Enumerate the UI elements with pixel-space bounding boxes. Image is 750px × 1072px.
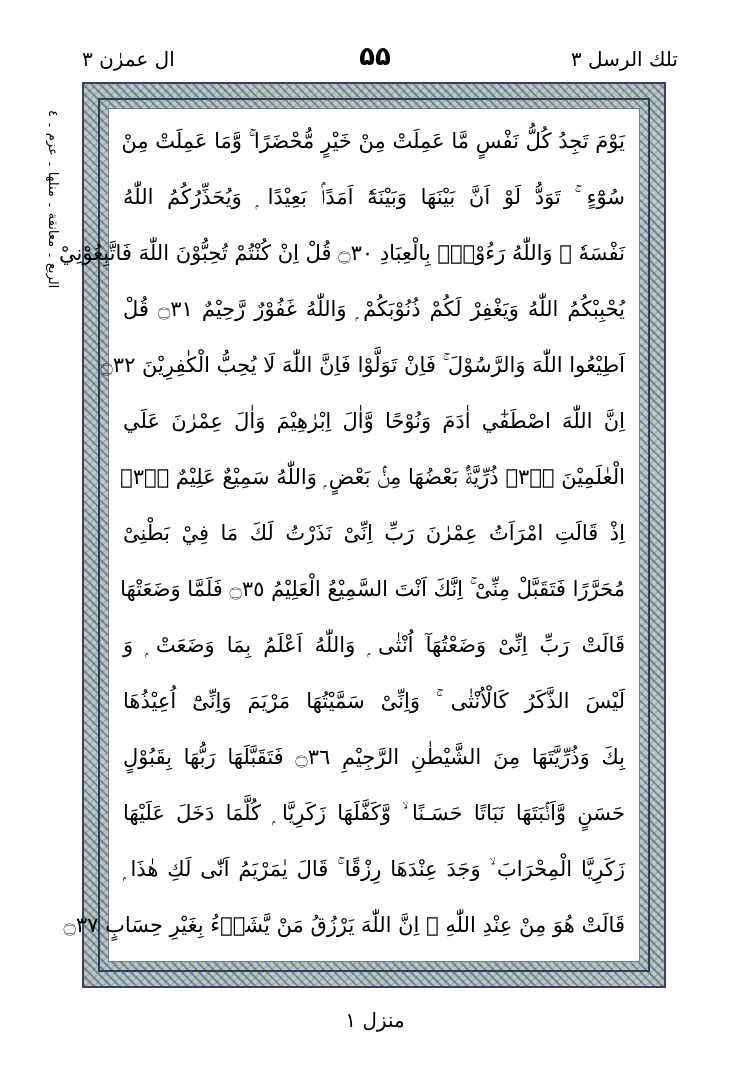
text-line: الْعٰلَمِيْنَ ۝٣٣ۙ ذُرِّيَّةًۢ بَعْضُهَا مِنْۢ بَعْضٍ ۭ وَاللّٰهُ سَمِيْعٌ عَلِيْمٌ ۝٣٤ۚ — [120, 465, 625, 489]
text-line: زَكَرِيَّا الْمِحْرَابَ ۙ وَجَدَ عِنْدَھَا رِزْقًا ۚ قَالَ يٰمَرْيَمُ اَنّٰى لَكِ ھٰذَا ۭ — [123, 857, 625, 881]
text-line: يَوْمَ تَجِدُ كُلُّ نَفْسٍ مَّا عَمِلَتْ مِنْ خَيْرٍ مُّحْضَرًا ۚ وَّمَا عَمِلَتْ مِنْ — [121, 129, 625, 153]
text-line: قَالَتْ ھُوَ مِنْ عِنْدِ اللّٰهِ ۭ اِنَّ اللّٰهَ يَرْزُقُ مَنْ يَّشَاۗءُ بِغَيْرِ حِسَابٍ ۝٣٧ — [63, 913, 625, 937]
text-line: قَالَتْ رَبِّ اِنِّىْ وَضَعْتُهَآ اُنْثٰى ۭ وَاللّٰهُ اَعْلَمُ بِمَا وَضَعَتْ ۭ وَ — [123, 633, 625, 657]
running-header-right: تلك الرسل ٣ — [570, 47, 678, 71]
text-line: حَسَنٍ وَّاَنْۢبَتَهَا نَبَاتًا حَسَـنًا ۙ وَّكَفَّلَهَا زَكَرِيَّا ۭ كُلَّمَا دَخَلَ عَلَيْهَا — [123, 801, 625, 825]
margin-note: الربع ۔ معانقة ۔ منلها ۔ عزم ۔ ٤ — [45, 109, 60, 288]
text-line: لَيْسَ الذَّكَرُ كَالْاُنْثٰى ۚ وَاِنِّىْ سَمَّيْتُهَا مَرْيَمَ وَاِنِّىْٓ اُعِيْذُهَا — [123, 689, 625, 713]
text-line: مُحَرَّرًا فَتَقَبَّلْ مِنِّىْ ۚ اِنَّكَ اَنْتَ السَّمِيْعُ الْعَلِيْمُ ۝٣٥ فَلَمَّا وَضَعَتْهَا — [120, 577, 625, 601]
text-line: اِذْ قَالَتِ امْرَاَتُ عِمْرٰنَ رَبِّ اِنِّىْ نَذَرْتُ لَكَ مَا فِيْ بَطْنِىْ — [123, 521, 625, 545]
text-line: اِنَّ اللّٰهَ اصْطَفٰٓي اٰدَمَ وَنُوْحًا وَّاٰلَ اِبْرٰهِيْمَ وَاٰلَ عِمْرٰنَ عَلَي — [123, 409, 625, 433]
text-line: اَطِيْعُوا اللّٰهَ وَالرَّسُوْلَ ۚ فَاِنْ تَوَلَّوْا فَاِنَّ اللّٰهَ لَا يُحِبُّ الْكٰفِرِيْنَ ۝٣٢ — [100, 353, 625, 377]
running-header-left: ال عمرٰن ٣ — [82, 47, 175, 71]
ornamental-border — [58, 82, 666, 988]
text-line: بِكَ وَذُرِّيَّتَهَا مِنَ الشَّيْطٰنِ الرَّجِيْمِ ۝٣٦ فَتَقَبَّلَهَا رَبُّهَا بِقَبُوْلٍ — [123, 745, 625, 769]
text-line: سُوْٓءٍ ۚ تَوَدُّ لَوْ اَنَّ بَيْنَهَا وَبَيْنَهٗٓ اَمَدًاۢ بَعِيْدًا ۭ وَيُحَذِّرُكُمُ اللّٰهُ — [123, 185, 625, 209]
text-line: يُحْبِبْكُمُ اللّٰهُ وَيَغْفِرْ لَكُمْ ذُنُوْبَكُمْ ۭ وَاللّٰهُ غَفُوْرٌ رَّحِيْمٌ ۝٣١ قُلْ — [123, 297, 626, 321]
page-number: ۵۵ — [359, 42, 391, 72]
manzil-footer: منزل ١ — [345, 1008, 405, 1032]
text-panel — [58, 108, 640, 962]
text-line: نَفْسَهٗ ۭ وَاللّٰهُ رَءُوْفٌۢ بِالْعِبَادِ ۝٣٠ قُلْ اِنْ كُنْتُمْ تُحِبُّوْنَ اللّٰهَ فَاتَّبِعُوْنِيْ — [58, 241, 625, 265]
